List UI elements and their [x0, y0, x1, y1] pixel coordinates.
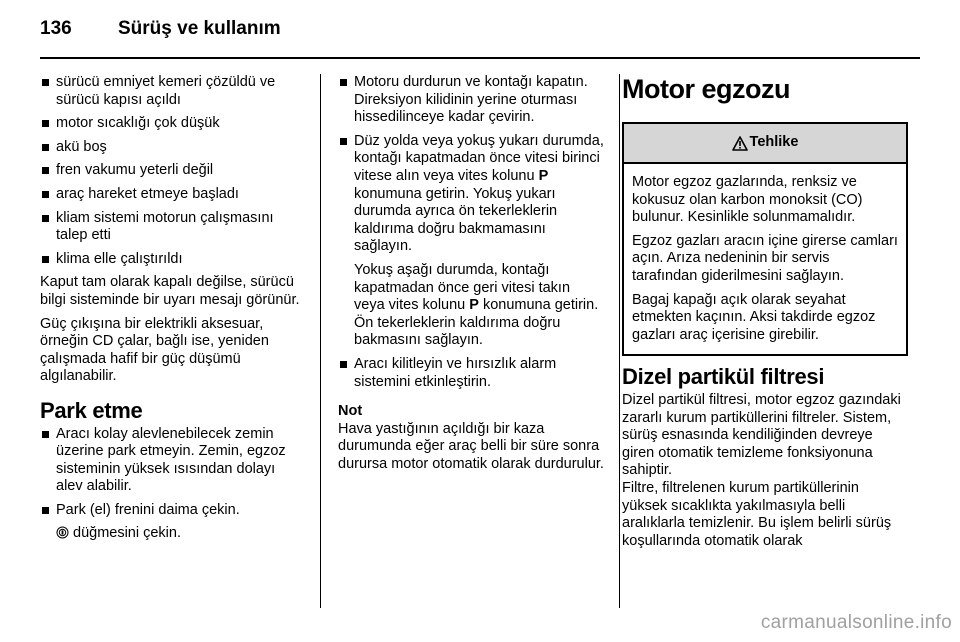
parking-steps-list — [338, 74, 604, 256]
list-item: Aracı kilitleyin ve hırsızlık alarm sistemini etkinleştirin. — [338, 356, 604, 391]
danger-body — [624, 164, 906, 354]
paragraph: Güç çıkışına bir elektrikli aksesuar, örneğin CD çalar, bağlı ise, yeniden çalışmada hafif bir güç düşümü algılanabilir. — [40, 315, 269, 385]
section-heading-park: Park etme — [40, 397, 143, 423]
paragraph: Filtre, filtrelenen kurum partiküllerinin yüksek sıcaklıkta yakılmasıyla belli aralıklarla temizlenir. Bu işlem belirli sürüş koşullarında otomatik olarak — [622, 479, 892, 549]
danger-header — [624, 124, 906, 164]
text-run: Düz yolda veya yokuş yukarı durumda, kontağı kapatmadan önce vitesi birinci vitese alın veya vites kolunu — [354, 132, 604, 184]
column-divider-2 — [619, 74, 620, 608]
note-text: Hava yastığının açıldığı bir kaza durumunda eğer araç belli bir süre sonra durursa motor otomatik olarak durdurulur. — [338, 420, 604, 472]
danger-paragraph: Bagaj kapağı açık olarak seyahat etmekten kaçının. Aksi takdirde egzoz gazları araç içerisine girebilir. — [632, 291, 876, 343]
danger-title: Tehlike — [749, 134, 799, 151]
section-heading-exhaust: Motor egzozu — [622, 74, 790, 104]
section-heading-dpf: Dizel partikül filtresi — [622, 364, 825, 390]
list-item: motor sıcaklığı çok düşük — [40, 115, 302, 133]
column-1 — [40, 74, 302, 549]
park-list — [40, 426, 302, 520]
danger-box — [622, 122, 908, 356]
column-divider-1 — [320, 74, 321, 608]
list-item: akü boş — [40, 139, 302, 157]
list-item: Aracı kolay alevlenebilecek zemin üzerine park etmeyin. Zemin, egzoz sisteminin yüksek ısısından dolayı alev alabilir. — [40, 426, 302, 496]
gear-label: P — [538, 167, 549, 184]
list-item: Park (el) frenini daima çekin. — [40, 502, 302, 520]
list-item: fren vakumu yeterli değil — [40, 162, 302, 180]
note-label: Not — [338, 403, 363, 420]
parking-steps-list-2 — [338, 356, 604, 391]
gear-label: P — [469, 297, 479, 314]
warning-icon — [732, 136, 748, 151]
text-run: konumuna getirin. Ön tekerleklerin kaldırıma doğru bakmasını sağlayın. — [354, 297, 599, 349]
page-number: 136 — [40, 18, 72, 39]
list-item: kliam sistemi motorun çalışmasını talep etti — [40, 210, 302, 245]
list-item: araç hareket etmeye başladı — [40, 186, 302, 204]
watermark: carmanualsonline.info — [760, 612, 952, 633]
sub-paragraph — [338, 262, 604, 350]
park-sub-paragraph — [40, 525, 302, 543]
condition-list — [40, 74, 302, 268]
column-2 — [338, 74, 604, 479]
list-item — [338, 133, 604, 256]
parking-brake-icon — [56, 526, 69, 539]
text-run: konumuna getirin. Yokuş yukarı durumda ayrıca ön tekerleklerin kaldırıma doğru bakmamasını sağlayın. — [354, 185, 558, 255]
list-item: Motoru durdurun ve kontağı kapatın. Direksiyon kilidinin yerine oturması hissedilinceye kadar çevirin. — [338, 74, 604, 127]
paragraph: Dizel partikül filtresi, motor egzoz gazındaki zararlı kurum partiküllerini filtreler. Sistem, sürüş esnasında kendiliğinden devreye giren otomatik temizleme fonksiyonuna sahiptir. — [622, 391, 901, 479]
page-header — [40, 14, 920, 50]
text-run: Yokuş aşağı durumda, kontağı kapatmadan önce geri vitesi takın veya vites kolunu — [354, 261, 571, 314]
page-title: Sürüş ve kullanım — [118, 18, 281, 39]
paragraph: Kaput tam olarak kapalı değilse, sürücü bilgi sisteminde bir uyarı mesajı görünür. — [40, 274, 300, 308]
danger-paragraph: Egzoz gazları aracın içine girerse camları açın. Arıza nedeninin bir servis tarafından giderilmesini sağlayın. — [632, 232, 898, 284]
list-item: klima elle çalıştırıldı — [40, 251, 302, 269]
danger-paragraph: Motor egzoz gazlarında, renksiz ve kokusuz olan karbon monoksit (CO) bulunur. Kesinlikle solunmamalıdır. — [632, 174, 863, 226]
header-divider — [40, 57, 920, 59]
list-item: sürücü emniyet kemeri çözüldü ve sürücü kapısı açıldı — [40, 74, 302, 109]
column-3 — [622, 74, 908, 550]
park-sub-text: düğmesini çekin. — [73, 525, 181, 542]
